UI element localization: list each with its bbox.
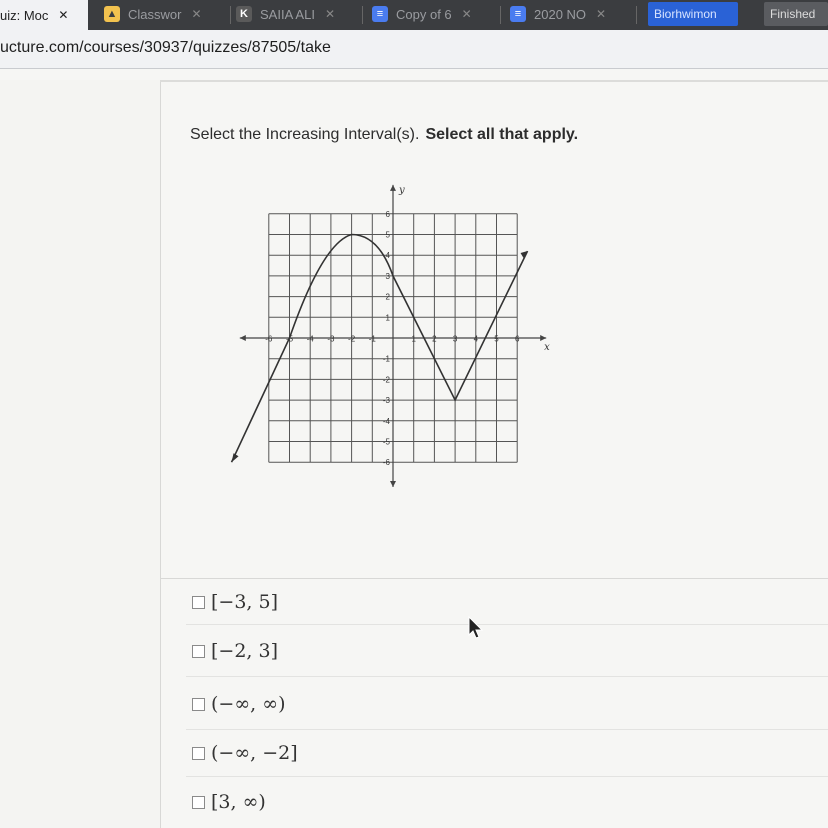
answers-divider — [160, 578, 828, 579]
x-tick-label: 6 — [514, 334, 520, 344]
close-icon[interactable]: ✕ — [191, 7, 202, 21]
course-navigation — [0, 80, 161, 828]
answer-label[interactable]: [−2, 3] — [211, 640, 279, 662]
extension-button[interactable]: Biorhwimon — [648, 2, 738, 26]
answer-divider — [186, 729, 828, 730]
extension-button[interactable]: Finished — [764, 2, 828, 26]
tab-separator — [230, 6, 231, 24]
close-icon[interactable]: ✕ — [461, 7, 472, 21]
y-tick-label: 6 — [385, 209, 390, 219]
x-tick-label: 2 — [432, 334, 437, 344]
x-tick-label: -6 — [265, 334, 273, 344]
close-icon[interactable]: ✕ — [324, 7, 335, 21]
tab-classroom[interactable] — [96, 0, 238, 28]
answer-divider — [186, 776, 828, 777]
y-tick-label: -1 — [382, 354, 390, 364]
x-tick-label: -3 — [327, 334, 335, 344]
docs-icon: ≡ — [372, 6, 388, 22]
tab-k[interactable] — [236, 0, 358, 28]
question-emphasis: Select all that apply. — [425, 126, 579, 143]
x-tick-label: 1 — [411, 334, 416, 344]
x-axis-arrow-icon — [540, 335, 546, 341]
graph-curve — [232, 235, 528, 463]
curve-arrow-icon — [232, 453, 239, 462]
tab-label: SAIIA ALI — [260, 6, 315, 22]
x-axis-arrow-icon — [240, 335, 246, 341]
x-tick-label: 4 — [473, 334, 479, 344]
y-tick-label: 4 — [385, 251, 390, 261]
answer-option[interactable] — [192, 585, 278, 619]
docs-icon: ≡ — [510, 6, 526, 22]
x-tick-label: 5 — [494, 334, 499, 344]
answer-option[interactable] — [192, 785, 266, 819]
y-tick-label: 2 — [385, 292, 390, 302]
y-axis-arrow-icon — [390, 481, 396, 487]
address-bar[interactable] — [0, 30, 828, 69]
classroom-icon: ▲ — [104, 6, 120, 22]
tab-separator — [362, 6, 363, 24]
browser-tab-bar — [0, 0, 828, 30]
url-text[interactable]: ucture.com/courses/30937/quizzes/87505/take — [0, 39, 331, 56]
answer-checkbox[interactable] — [192, 747, 205, 760]
x-tick-label: -2 — [348, 334, 356, 344]
answer-divider — [186, 624, 828, 625]
x-axis-label: x — [544, 342, 550, 353]
question-main: Select the Increasing Interval(s). — [190, 126, 420, 143]
content-divider — [160, 80, 828, 82]
y-tick-label: -4 — [382, 416, 390, 426]
tab-docs-copy[interactable] — [372, 0, 498, 28]
answer-option[interactable] — [192, 736, 298, 770]
tab-quiz[interactable] — [0, 0, 88, 30]
y-axis-arrow-icon — [390, 185, 396, 191]
x-tick-label: -1 — [368, 334, 376, 344]
answer-divider — [186, 676, 828, 677]
tab-label: Classwor — [128, 6, 182, 22]
answer-checkbox[interactable] — [192, 596, 205, 609]
close-icon[interactable]: ✕ — [596, 7, 607, 21]
close-icon[interactable]: ✕ — [58, 8, 69, 22]
answer-label[interactable]: (−∞, ∞) — [211, 693, 286, 715]
answer-checkbox[interactable] — [192, 698, 205, 711]
answer-option[interactable] — [192, 687, 285, 721]
answer-label[interactable]: [3, ∞) — [211, 791, 266, 813]
y-tick-label: -2 — [382, 375, 390, 385]
y-tick-label: 5 — [385, 230, 390, 240]
y-tick-label: -5 — [382, 437, 390, 447]
y-tick-label: 3 — [385, 271, 390, 281]
tab-label: Copy of 6 — [396, 6, 452, 22]
tab-docs-2020[interactable] — [510, 0, 630, 28]
y-tick-label: -6 — [382, 458, 390, 468]
y-tick-label: 1 — [385, 313, 390, 323]
x-tick-label: -4 — [306, 334, 314, 344]
answer-checkbox[interactable] — [192, 645, 205, 658]
answer-checkbox[interactable] — [192, 796, 205, 809]
x-tick-label: 3 — [452, 334, 458, 344]
answer-label[interactable]: [−3, 5] — [211, 591, 279, 613]
tab-separator — [500, 6, 501, 24]
x-tick-label: -5 — [285, 334, 294, 344]
y-axis-label: y — [399, 185, 405, 197]
tab-label: uiz: Moc — [0, 7, 49, 23]
mouse-cursor-icon — [468, 616, 484, 640]
answer-option[interactable] — [192, 634, 278, 668]
k-icon: K — [236, 6, 252, 22]
answer-label[interactable]: (−∞, −2] — [211, 742, 298, 764]
y-tick-label: -3 — [382, 396, 390, 406]
tab-separator — [636, 6, 637, 24]
tab-label: 2020 NO — [534, 6, 587, 22]
question-text — [190, 126, 578, 144]
function-curve — [232, 235, 528, 463]
function-graph — [220, 165, 560, 495]
